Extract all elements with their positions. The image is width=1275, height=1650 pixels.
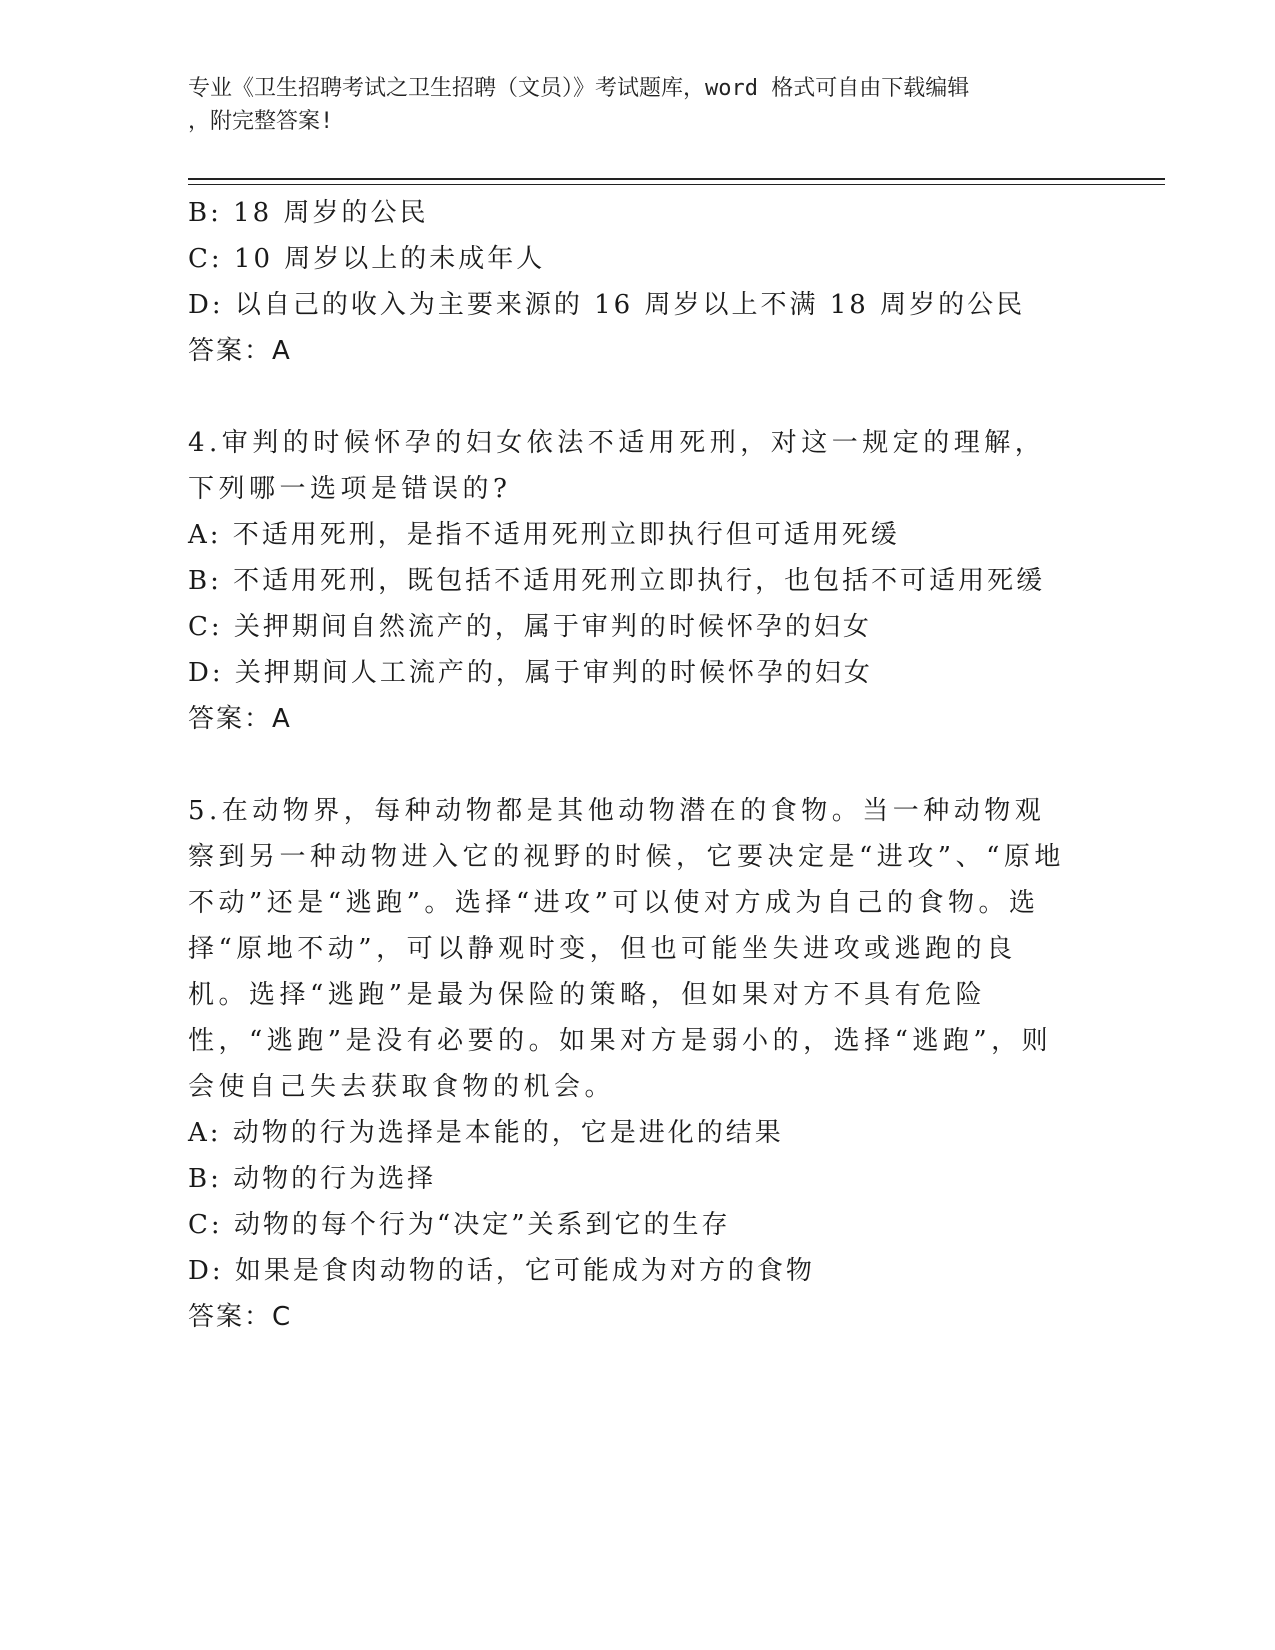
question-5-block xyxy=(188,788,1068,1340)
q4-option-c: C: 关押期间自然流产的，属于审判的时候怀孕的妇女 xyxy=(188,612,872,642)
q4-option-b: B: 不适用死刑，既包括不适用死刑立即执行，也包括不可适用死缓 xyxy=(188,566,1046,596)
q5-option-b: B: 动物的行为选择 xyxy=(188,1164,437,1194)
q3-option-c: C: 10 周岁以上的未成年人 xyxy=(188,244,546,274)
q4-stem: 4.审判的时候怀孕的妇女依法不适用死刑，对这一规定的理解，下列哪一选项是错误的? xyxy=(188,428,1046,504)
document-body xyxy=(188,190,1068,1340)
q3-option-d: D: 以自己的收入为主要来源的 16 周岁以上不满 18 周岁的公民 xyxy=(188,290,1026,320)
q5-answer: 答案：C xyxy=(188,1302,293,1332)
q5-option-c: C: 动物的每个行为“决定”关系到它的生存 xyxy=(188,1210,731,1240)
header-line-2: ，附完整答案! xyxy=(188,109,334,134)
q3-answer: 答案：A xyxy=(188,336,292,366)
q5-option-a: A: 动物的行为选择是本能的，它是进化的结果 xyxy=(188,1118,784,1148)
q4-option-d: D: 关押期间人工流产的，属于审判的时候怀孕的妇女 xyxy=(188,658,873,688)
header-rule-thick xyxy=(188,178,1165,180)
header-line-1: 专业《卫生招聘考试之卫生招聘（文员）》考试题库，word 格式可自由下载编辑 xyxy=(188,76,970,101)
header-rule-thin xyxy=(188,184,1165,185)
question-3-block xyxy=(188,190,1068,374)
q5-option-d: D: 如果是食肉动物的话，它可能成为对方的食物 xyxy=(188,1256,815,1286)
page-header xyxy=(188,72,1068,138)
q4-option-a: A: 不适用死刑，是指不适用死刑立即执行但可适用死缓 xyxy=(188,520,900,550)
q4-answer: 答案：A xyxy=(188,704,292,734)
q3-option-b: B: 18 周岁的公民 xyxy=(188,198,429,228)
spacer xyxy=(188,742,1068,788)
question-4-block xyxy=(188,420,1068,742)
spacer xyxy=(188,374,1068,420)
q5-stem: 5.在动物界，每种动物都是其他动物潜在的食物。当一种动物观察到另一种动物进入它的视野的时候，它要决定是“进攻”、“原地不动”还是“逃跑”。选择“进攻”可以使对方成为自己的食物。选择“原地不动”，可以静观时变，但也可能坐失进攻或逃跑的良机。选择“逃跑”是最为保险的策略，但如果对方不具有危险性，“逃跑”是没有必要的。如果对方是弱小的，选择“逃跑”，则会使自己失去获取食物的机会。 xyxy=(188,796,1065,1102)
